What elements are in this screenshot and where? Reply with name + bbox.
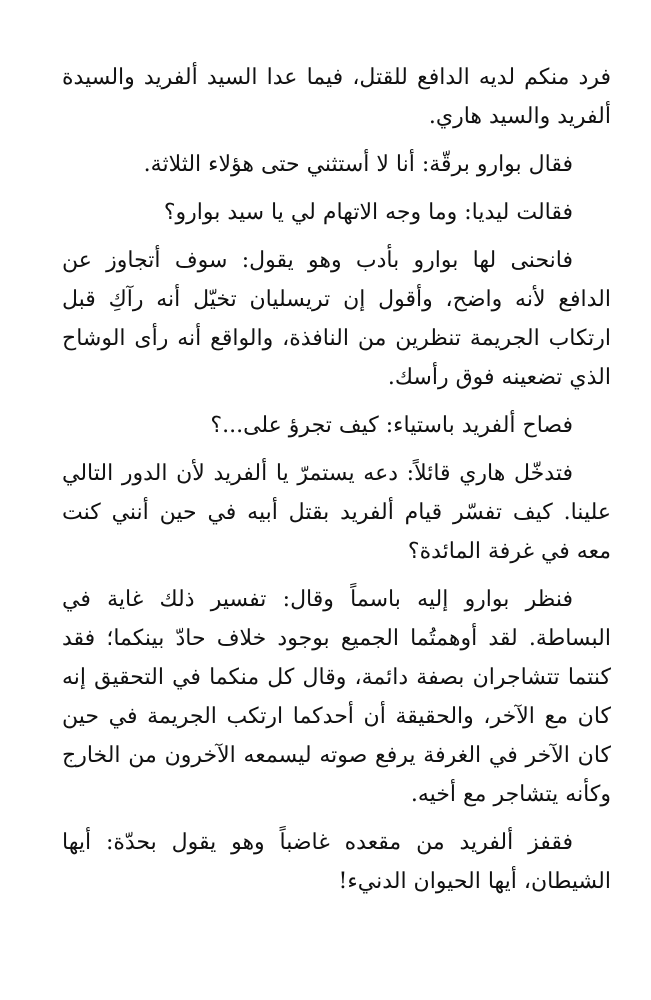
paragraph: فنظر بوارو إليه باسماً وقال: تفسير ذلك غاية في البساطة. لقد أوهمتُما الجميع بوجود خلاف حادّ بينكما؛ فقد كنتما تتشاجران بصفة دائمة، وقال كل منكما في التحقيق إنه كان مع الآخر، والحقيقة أن أحدكما ارتكب الجريمة في حين كان الآخر في الغرفة يرفع صوته ليسمعه الآخرون من الخارج وكأنه يتشاجر مع أخيه. [62,587,611,807]
paragraph: فقال بوارو برقّة: أنا لا أستثني حتى هؤلاء الثلاثة. [143,152,573,177]
paragraph: فرد منكم لديه الدافع للقتل، فيما عدا السيد ألفريد والسيدة ألفريد والسيد هاري. [62,65,611,129]
paragraph: فقفز ألفريد من مقعده غاضباً وهو يقول بحدّة: أيها الشيطان، أيها الحيوان الدنيء! [62,830,611,894]
paragraph: فصاح ألفريد باستياء: كيف تجرؤ على...؟ [210,413,573,438]
paragraph: فانحنى لها بوارو بأدب وهو يقول: سوف أتجاوز عن الدافع لأنه واضح، وأقول إن تريسليان تخيّل أنه رآكِ قبل ارتكاب الجريمة تنظرين من النافذة، والواقع أنه رأى الوشاح الذي تضعينه فوق رأسك. [62,248,611,390]
page-text [62,58,611,910]
paragraph: فتدخّل هاري قائلاً: دعه يستمرّ يا ألفريد لأن الدور التالي علينا. كيف تفسّر قيام ألفريد بقتل أبيه في حين أنني كنت معه في غرفة المائدة؟ [62,461,611,564]
paragraph: فقالت ليديا: وما وجه الاتهام لي يا سيد بوارو؟ [163,200,573,225]
